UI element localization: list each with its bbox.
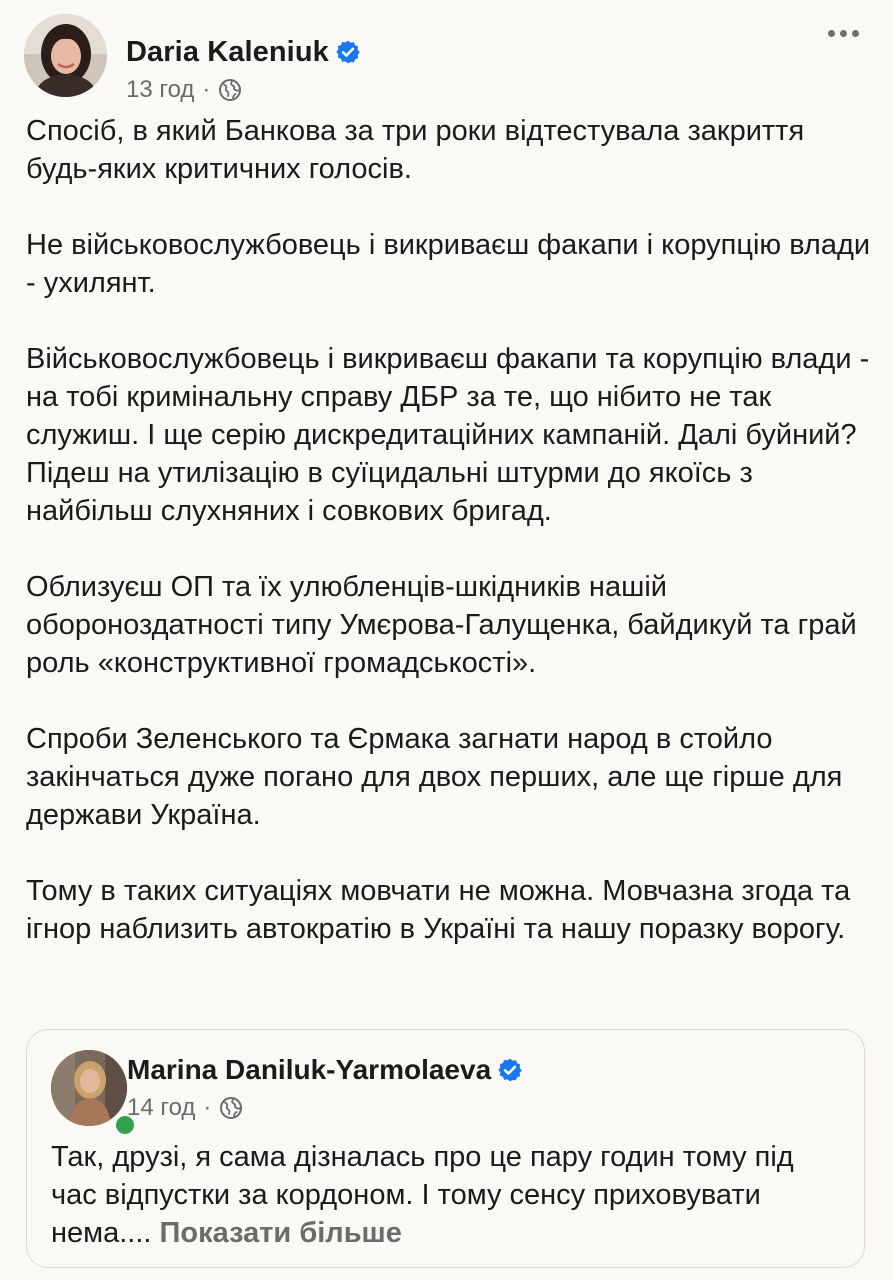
post-body: [26, 112, 871, 948]
shared-author-photo-icon: [51, 1050, 127, 1126]
shared-post-text: Так, друзі, я сама дізналась про це пару годин тому під час відпустки за кордоном. І тому сенсу приховувати нема....: [51, 1141, 794, 1249]
shared-post-meta: [127, 1094, 243, 1122]
meta-separator: ·: [203, 1094, 212, 1121]
globe-icon: [218, 78, 242, 102]
post-paragraph: Спроби Зеленського та Єрмака загнати народ в стойло закінчаться дуже погано для двох перших, але ще гірше для держави Україна.: [26, 723, 843, 831]
shared-author-name-row[interactable]: [127, 1054, 523, 1086]
shared-author-name[interactable]: Marina Daniluk-Yarmolaeva: [127, 1054, 492, 1085]
shared-post-card[interactable]: [26, 1029, 865, 1268]
post-paragraph: Спосіб, в який Банкова за три роки відтестувала закриття будь-яких критичних голосів.: [26, 115, 805, 185]
see-more-link[interactable]: Показати більше: [159, 1217, 402, 1249]
meta-separator: ·: [202, 76, 211, 103]
more-dot-icon: [840, 30, 847, 37]
author-avatar[interactable]: [24, 14, 107, 97]
more-options-button[interactable]: [823, 18, 863, 48]
post-paragraph: Тому в таких ситуаціях мовчати не можна. Мовчазна згода та ігнор наблизить автократію в Україні та нашу поразку ворогу.: [26, 875, 851, 945]
more-dot-icon: [828, 30, 835, 37]
globe-icon: [219, 1096, 243, 1120]
post-header: [24, 14, 869, 103]
verified-badge-icon: [497, 1057, 523, 1083]
author-name[interactable]: Daria Kaleniuk: [126, 36, 329, 68]
shared-post-text-block: [51, 1138, 841, 1252]
post-time[interactable]: 13 год: [126, 76, 195, 103]
post-paragraph: Облизуєш ОП та їх улюбленців-шкідників нашій обороноздатності типу Умєрова-Галущенка, байдикуй та грай роль «конструктивної громадськості».: [26, 571, 857, 679]
verified-badge-icon: [335, 39, 361, 65]
author-photo-icon: [24, 14, 107, 97]
post-paragraph: Військовослужбовець і викриваєш факапи та корупцію влади - на тобі кримінальну справу ДБР за те, що нібито не так служиш. І ще серію дискредитаційних кампаній. Далі буйний? Підеш на утилізацію в суїцидальні штурми до якоїсь з найбільш слухняних і совкових бригад.: [26, 343, 870, 527]
more-dot-icon: [852, 30, 859, 37]
shared-author-avatar[interactable]: [51, 1050, 127, 1126]
post-meta: [126, 76, 242, 104]
shared-post-time[interactable]: 14 год: [127, 1094, 196, 1121]
post-paragraph: Не військовослужбовець і викриваєш факапи і корупцію влади - ухилянт.: [26, 229, 871, 299]
author-name-row[interactable]: [126, 36, 361, 69]
